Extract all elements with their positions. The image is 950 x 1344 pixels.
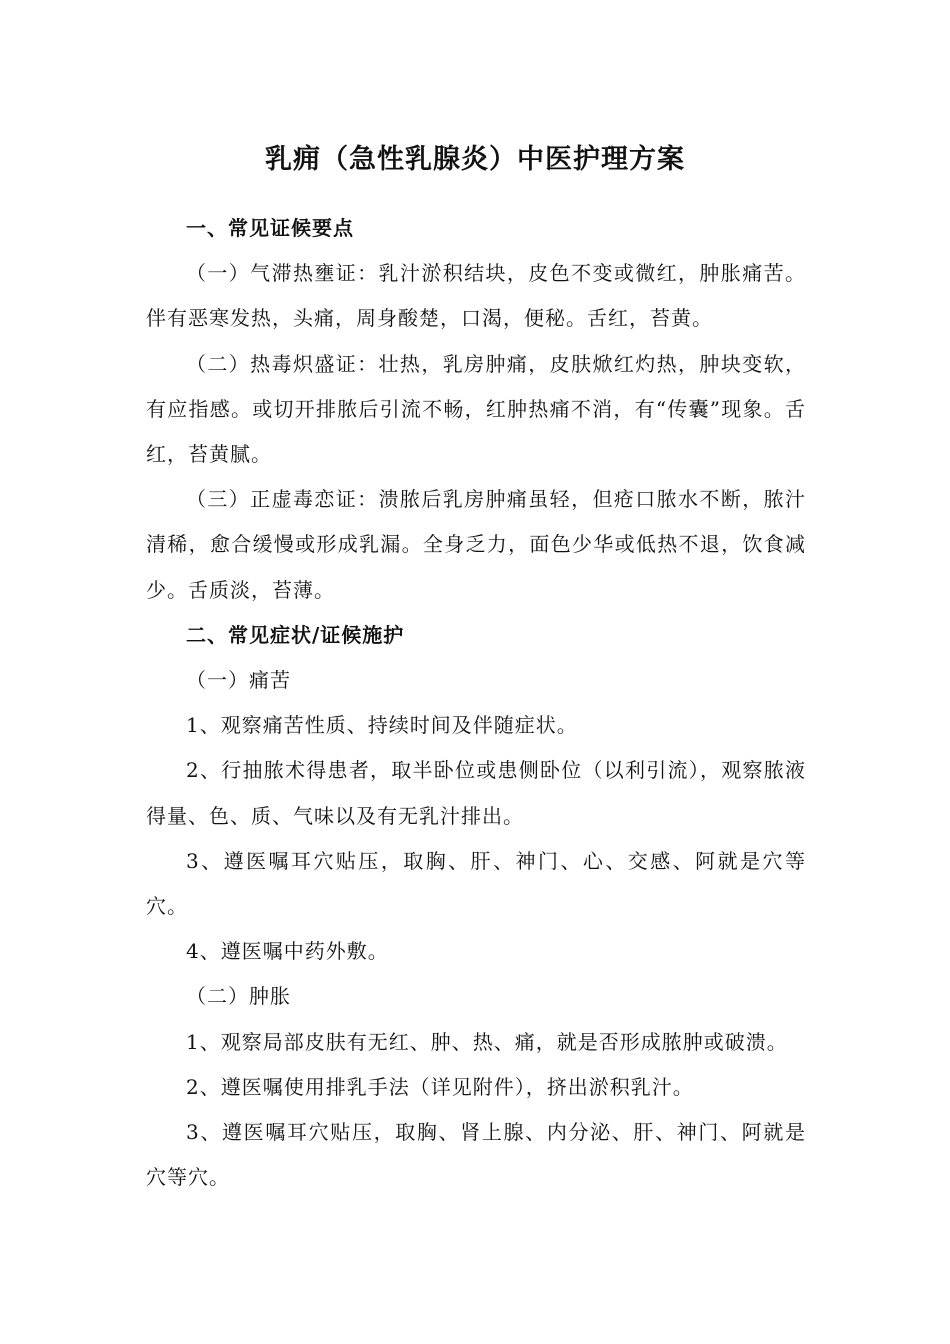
paragraph: （三）正虚毒恋证：溃脓后乳房肿痛虽轻，但疮口脓水不断，脓汁清稀，愈合缓慢或形成乳漏。全身乏力，面色少华或低热不退，饮食减少。舌质淡，苔薄。 (146, 487, 806, 602)
document-body (146, 206, 806, 1200)
paragraph: （一）气滞热壅证：乳汁淤积结块，皮色不变或微红，肿胀痛苦。伴有恶寒发热，头痛，周身酸楚，口渴，便秘。舌红，苔黄。 (146, 261, 806, 331)
paragraph: （二）热毒炽盛证：壮热，乳房肿痛，皮肤焮红灼热，肿块变软，有应指感。或切开排脓后引流不畅，红肿热痛不消，有“传囊”现象。舌红，苔黄腻。 (146, 351, 806, 467)
list-item: 3、遵医嘱耳穴贴压，取胸、肝、神门、心、交感、阿就是穴等穴。 (146, 848, 806, 919)
section-heading: 一、常见证候要点 (186, 216, 354, 240)
subsection-heading: （一）痛苦 (186, 668, 291, 693)
section-heading: 二、常见症状/证候施护 (186, 622, 405, 647)
list-item: 1、观察局部皮肤有无红、肿、热、痛，就是否形成脓肿或破溃。 (186, 1029, 788, 1054)
subsection-heading: （二）肿胀 (186, 984, 291, 1009)
list-item: 1、观察痛苦性质、持续时间及伴随症状。 (186, 713, 578, 738)
list-item: 2、遵医嘱使用排乳手法（详见附件），挤出淤积乳汁。 (186, 1074, 694, 1099)
list-item: 2、行抽脓术得患者，取半卧位或患侧卧位（以利引流），观察脓液得量、色、质、气味以及有无乳汁排出。 (146, 758, 806, 828)
document-title: 乳痈（急性乳腺炎）中医护理方案 (265, 144, 685, 175)
list-item: 4、遵医嘱中药外敷。 (186, 939, 389, 964)
list-item: 3、遵医嘱耳穴贴压，取胸、肾上腺、内分泌、肝、神门、阿就是穴等穴。 (146, 1120, 806, 1190)
